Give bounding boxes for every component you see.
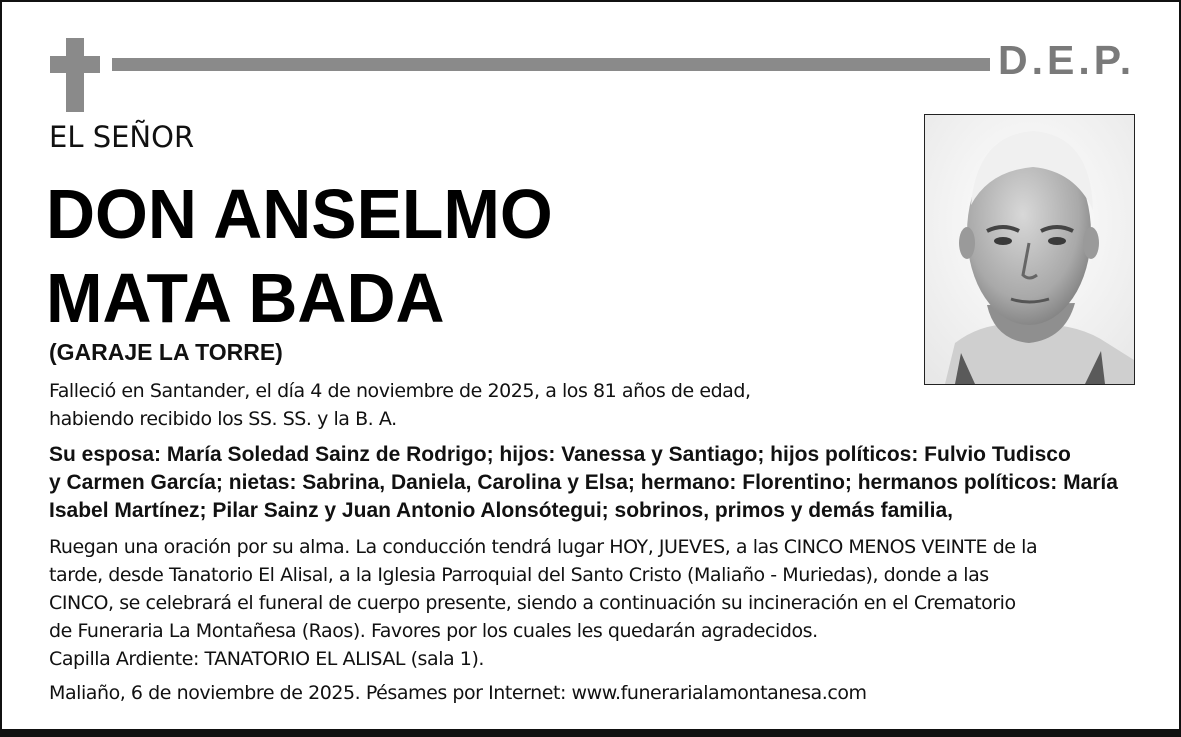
death-line: Falleció en Santander, el día 4 de noviembre de 2025, a los 81 años de edad, <box>49 380 751 402</box>
lead-text: EL SEÑOR <box>49 120 195 154</box>
family-paragraph <box>49 441 1118 525</box>
name-line-2: MATA BADA <box>46 259 445 337</box>
death-paragraph <box>49 377 751 433</box>
funeral-line: Capilla Ardiente: TANATORIO EL ALISAL (sala 1). <box>49 648 484 670</box>
funeral-line: tarde, desde Tanatorio El Alisal, a la Iglesia Parroquial del Santo Cristo (Maliaño - Muriedas), donde a las <box>49 564 989 586</box>
dep-label: D.E.P. <box>998 37 1136 83</box>
header-rule <box>112 58 990 71</box>
family-line: Isabel Martínez; Pilar Sainz y Juan Antonio Alonsótegui; sobrinos, primos y demás familia, <box>49 499 953 522</box>
cross-icon-bar <box>50 56 100 73</box>
deceased-name <box>46 172 553 340</box>
death-line: habiendo recibido los SS. SS. y la B. A. <box>49 408 397 430</box>
family-line: y Carmen García; nietas: Sabrina, Daniela, Carolina y Elsa; hermano: Florentino; hermanos políticos: María <box>49 471 1118 494</box>
footer-line: Maliaño, 6 de noviembre de 2025. Pésames por Internet: www.funerarialamontanesa.com <box>49 682 867 704</box>
funeral-paragraph <box>49 533 1037 673</box>
funeral-line: de Funeraria La Montañesa (Raos). Favores por los cuales les quedarán agradecidos. <box>49 620 818 642</box>
family-line: Su esposa: María Soledad Sainz de Rodrigo; hijos: Vanessa y Santiago; hijos políticos: Fulvio Tudisco <box>49 443 1071 466</box>
funeral-line: CINCO, se celebrará el funeral de cuerpo presente, siendo a continuación su incineración en el Crematorio <box>49 592 1016 614</box>
nickname: (GARAJE LA TORRE) <box>49 339 283 365</box>
name-line-1: DON ANSELMO <box>46 175 553 253</box>
portrait-photo <box>924 114 1135 385</box>
cross-icon <box>66 38 84 112</box>
funeral-line: Ruegan una oración por su alma. La conducción tendrá lugar HOY, JUEVES, a las CINCO MENOS VEINTE de la <box>49 536 1038 558</box>
